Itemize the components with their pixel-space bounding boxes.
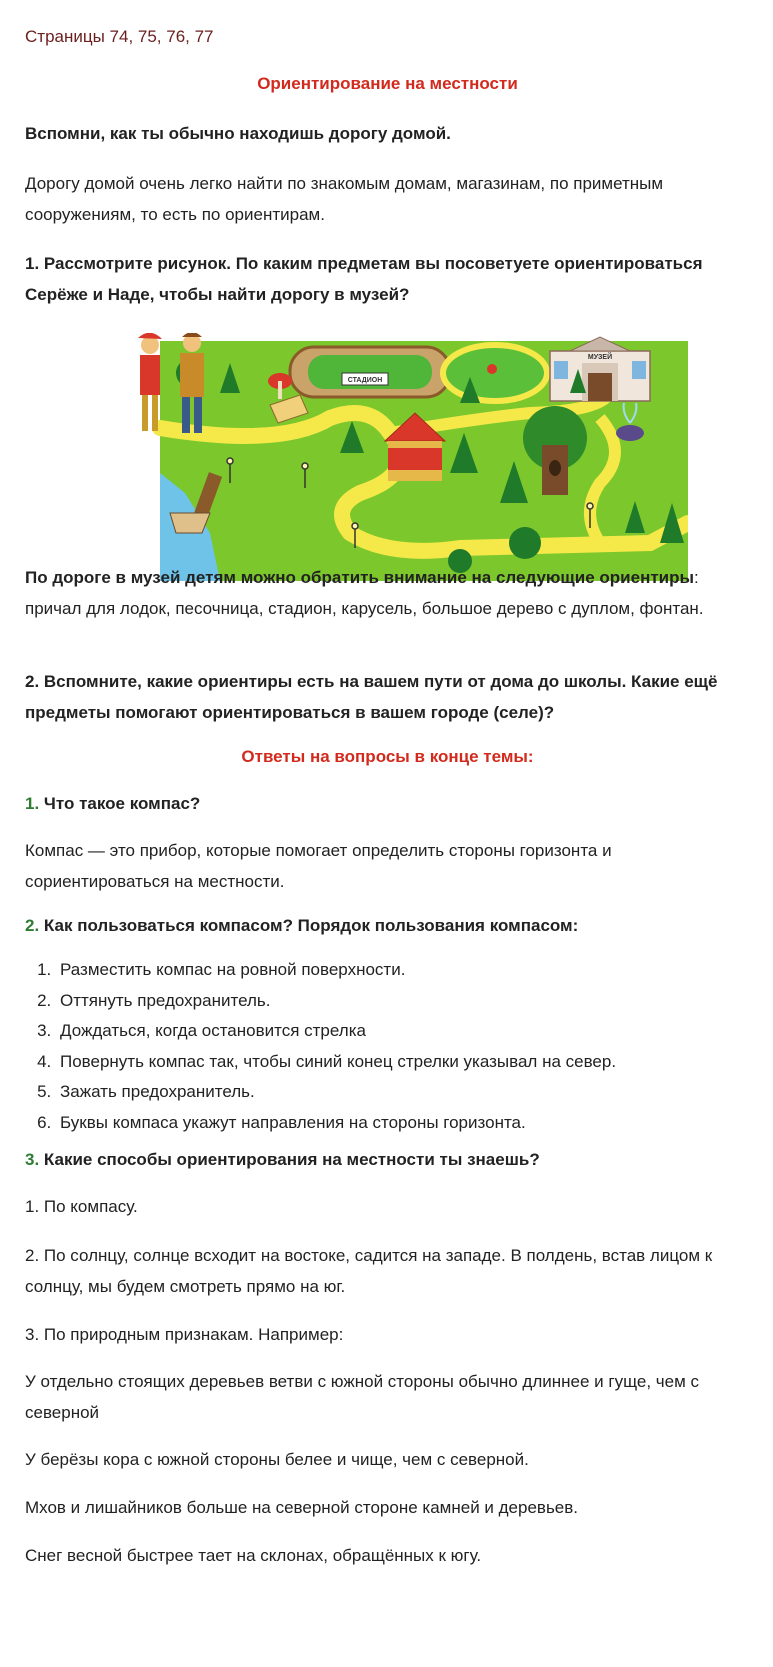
method-compass: 1. По компасу. bbox=[25, 1197, 138, 1216]
answer-1 bbox=[25, 562, 750, 624]
map-illustration bbox=[130, 333, 688, 581]
nature-sign-moss: Мхов и лишайников больше на северной стороне камней и деревьев. bbox=[25, 1498, 579, 1517]
list-item: 2. Оттянуть предохранитель. bbox=[56, 986, 616, 1017]
nature-sign-branches: У отдельно стоящих деревьев ветви с южной стороны обычно длиннее и гуще, чем с северной bbox=[25, 1372, 700, 1422]
answer-question-2-text: Как пользоваться компасом? Порядок пользования компасом: bbox=[43, 916, 579, 935]
compass-definition: Компас — это прибор, которые помогает определить стороны горизонта и сориентироваться на местности. bbox=[25, 841, 612, 891]
method-nature: 3. По природным признакам. Например: bbox=[25, 1325, 344, 1344]
intro-answer: Дорогу домой очень легко найти по знакомым домам, магазинам, по приметным сооружениям, то есть по ориентирам. bbox=[25, 174, 664, 224]
question-1: 1. Рассмотрите рисунок. По каким предметам вы посоветуете ориентироваться Серёже и Наде, чтобы найти дорогу в музей? bbox=[25, 254, 703, 304]
question-2: 2. Вспомните, какие ориентиры есть на вашем пути от дома до школы. Какие ещё предметы помогают ориентироваться в вашем городе (селе)? bbox=[25, 672, 718, 722]
nature-sign-snow: Снег весной быстрее тает на склонах, обращённых к югу. bbox=[25, 1546, 482, 1565]
answer-question-1-number: 1. bbox=[25, 794, 40, 813]
pages-reference: Страницы 74, 75, 76, 77 bbox=[25, 27, 214, 46]
list-item: 6. Буквы компаса укажут направления на стороны горизонта. bbox=[56, 1108, 616, 1139]
list-item: 3. Дождаться, когда остановится стрелка bbox=[56, 1016, 616, 1047]
answer-question-3 bbox=[25, 1144, 750, 1175]
page-title: Ориентирование на местности bbox=[257, 74, 518, 93]
answer-question-2 bbox=[25, 910, 750, 941]
answer-question-1 bbox=[25, 788, 750, 819]
answer-1-bold: По дороге в музей детям можно обратить внимание на следующие ориентиры bbox=[25, 568, 695, 587]
list-item: 5. Зажать предохранитель. bbox=[56, 1077, 616, 1108]
compass-steps-list bbox=[25, 955, 616, 1138]
answer-question-1-text: Что такое компас? bbox=[43, 794, 201, 813]
answer-question-3-text: Какие способы ориентирования на местности ты знаешь? bbox=[43, 1150, 540, 1169]
nature-sign-birch: У берёзы кора с южной стороны белее и чище, чем с северной. bbox=[25, 1450, 529, 1469]
intro-question: Вспомни, как ты обычно находишь дорогу домой. bbox=[25, 124, 451, 143]
answer-1-rest: : причал для лодок, песочница, стадион, карусель, большое дерево с дуплом, фонтан. bbox=[25, 568, 704, 618]
answers-heading: Ответы на вопросы в конце темы: bbox=[241, 747, 534, 766]
method-sun: 2. По солнцу, солнце всходит на востоке, садится на западе. В полдень, встав лицом к солнцу, мы будем смотреть прямо на юг. bbox=[25, 1246, 713, 1296]
museum-sign: МУЗЕЙ bbox=[587, 354, 613, 361]
stadium-sign: СТАДИОН bbox=[347, 377, 383, 384]
answer-question-2-number: 2. bbox=[25, 916, 40, 935]
answer-question-3-number: 3. bbox=[25, 1150, 40, 1169]
list-item: 1. Разместить компас на ровной поверхности. bbox=[56, 955, 616, 986]
list-item: 4. Повернуть компас так, чтобы синий конец стрелки указывал на север. bbox=[56, 1047, 616, 1078]
